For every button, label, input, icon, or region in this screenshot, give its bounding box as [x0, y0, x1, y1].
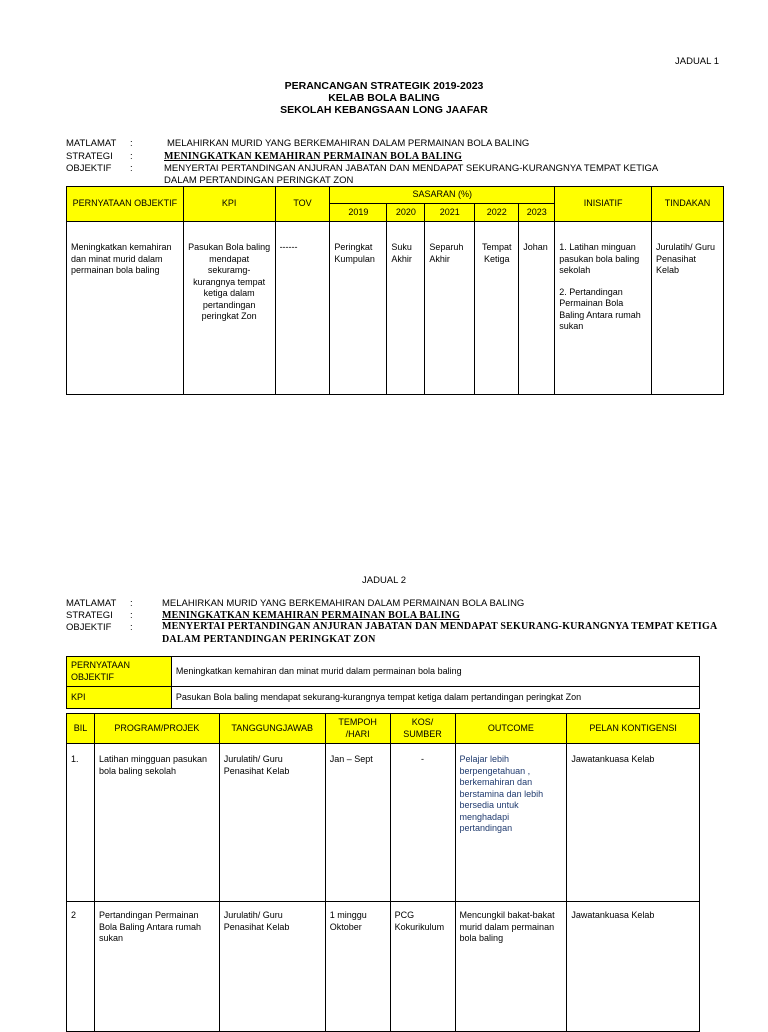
cell-inisiatif [555, 222, 652, 395]
row-1-tempoh: Jan – Sept [325, 744, 390, 902]
row-2-pelan: Jawatankuasa Kelab [567, 902, 700, 1032]
j2-objektif-colon: : [130, 622, 133, 633]
j1-strategi-value: MENINGKATKAN KEMAHIRAN PERMAINAN BOLA BALING [164, 151, 463, 162]
cell-tindakan: Jurulatih/ Guru Penasihat Kelab [652, 222, 724, 395]
j2-objektif-line-2: DALAM PERTANDINGAN PERINGKAT ZON [162, 634, 376, 645]
summary-kpi-label: KPI [67, 687, 172, 709]
header-tov: TOV [275, 187, 330, 222]
header-year-2021: 2021 [425, 203, 475, 222]
header-tindakan: TINDAKAN [652, 187, 724, 222]
row-2-outcome: Mencungkil bakat-bakat murid dalam permainan bola baling [455, 902, 567, 1032]
j1-objektif-line-2: DALAM PERTANDINGAN PERINGKAT ZON [164, 175, 354, 186]
j2-matlamat-colon: : [130, 598, 133, 609]
row-2-tempoh: 1 minggu Oktober [325, 902, 390, 1032]
cell-tov: ------ [275, 222, 330, 395]
j1-matlamat-colon: : [130, 138, 133, 149]
row-2-bil: 2 [67, 902, 95, 1032]
row-1-outcome: Pelajar lebih berpengetahuan , berkemahiran dan berstamina dan lebih bersedia untuk menghadapi pertandingan [455, 744, 567, 902]
strategic-table [66, 186, 724, 395]
table-row [67, 744, 700, 902]
cell-target-2021: Separuh Akhir [425, 222, 475, 395]
jadual-1-label: JADUAL 1 [675, 56, 719, 67]
row-1-program: Latihan mingguan pasukan bola baling sekolah [94, 744, 219, 902]
row-1-tanggungjawab: Jurulatih/ Guru Penasihat Kelab [219, 744, 325, 902]
j1-strategi-label: STRATEGI [66, 151, 113, 162]
j2-strategi-label: STRATEGI [66, 610, 113, 621]
row-2-program: Pertandingan Permainan Bola Baling Antara rumah sukan [94, 902, 219, 1032]
cell-target-2019: Peringkat Kumpulan [330, 222, 387, 395]
header-pelan-kontigensi: PELAN KONTIGENSI [567, 714, 700, 744]
j2-objektif-label: OBJEKTIF [66, 622, 112, 633]
j1-objektif-line-1: MENYERTAI PERTANDINGAN ANJURAN JABATAN DAN MENDAPAT SEKURANG-KURANGNYA TEMPAT KETIGA [164, 163, 659, 174]
cell-pernyataan: Meningkatkan kemahiran dan minat murid dalam permainan bola baling [67, 222, 184, 395]
title-line-2: KELAB BOLA BALING [328, 92, 440, 104]
header-tanggungjawab: TANGGUNGJAWAB [219, 714, 325, 744]
header-year-2019: 2019 [330, 203, 387, 222]
header-tempoh: TEMPOH /HARI [325, 714, 390, 744]
header-sasaran: SASARAN (%) [330, 187, 555, 204]
document-title [0, 80, 768, 116]
header-year-2020: 2020 [387, 203, 425, 222]
header-outcome: OUTCOME [455, 714, 567, 744]
row-1-kos: - [390, 744, 455, 902]
j2-matlamat-value: MELAHIRKAN MURID YANG BERKEMAHIRAN DALAM PERMAINAN BOLA BALING [162, 598, 525, 609]
summary-pernyataan-value: Meningkatkan kemahiran dan minat murid dalam permainan bola baling [171, 657, 699, 687]
cell-kpi: Pasukan Bola baling mendapat sekuramg-kurangnya tempat ketiga dalam pertandingan peringkat Zon [183, 222, 275, 395]
table-row [67, 902, 700, 1032]
j2-strategi-value: MENINGKATKAN KEMAHIRAN PERMAINAN BOLA BALING [162, 610, 461, 621]
j1-objektif-label: OBJEKTIF [66, 163, 112, 174]
title-line-3: SEKOLAH KEBANGSAAN LONG JAAFAR [280, 104, 488, 116]
j2-matlamat-label: MATLAMAT [66, 598, 117, 609]
row-2-tanggungjawab: Jurulatih/ Guru Penasihat Kelab [219, 902, 325, 1032]
header-pernyataan-objektif: PERNYATAAN OBJEKTIF [67, 187, 184, 222]
header-kpi: KPI [183, 187, 275, 222]
summary-kpi-value: Pasukan Bola baling mendapat sekurang-kurangnya tempat ketiga dalam pertandingan peringkat Zon [171, 687, 699, 709]
row-2-kos: PCG Kokurikulum [390, 902, 455, 1032]
header-year-2022: 2022 [475, 203, 519, 222]
header-program: PROGRAM/PROJEK [94, 714, 219, 744]
jadual-2-label: JADUAL 2 [362, 575, 406, 586]
title-line-1: PERANCANGAN STRATEGIK 2019-2023 [284, 80, 484, 92]
program-table [66, 713, 700, 1032]
cell-target-2022: Tempat Ketiga [475, 222, 519, 395]
j2-objektif-line-1: MENYERTAI PERTANDINGAN ANJURAN JABATAN DAN MENDAPAT SEKURANG-KURANGNYA TEMPAT KETIGA [162, 621, 718, 632]
row-1-pelan: Jawatankuasa Kelab [567, 744, 700, 902]
inisiatif-item-1: 1. Latihan minguan pasukan bola baling sekolah [559, 242, 640, 275]
j1-strategi-colon: : [130, 151, 133, 162]
summary-table [66, 656, 700, 709]
j1-matlamat-value: MELAHIRKAN MURID YANG BERKEMAHIRAN DALAM PERMAINAN BOLA BALING [167, 138, 530, 149]
j1-objektif-colon: : [130, 163, 133, 174]
cell-target-2020: Suku Akhir [387, 222, 425, 395]
header-bil: BIL [67, 714, 95, 744]
cell-target-2023: Johan [519, 222, 555, 395]
header-kos: KOS/ SUMBER [390, 714, 455, 744]
j1-matlamat-label: MATLAMAT [66, 138, 117, 149]
header-year-2023: 2023 [519, 203, 555, 222]
summary-pernyataan-label: PERNYATAAN OBJEKTIF [67, 657, 172, 687]
j2-strategi-colon: : [130, 610, 133, 621]
header-inisiatif: INISIATIF [555, 187, 652, 222]
row-1-bil: 1. [67, 744, 95, 902]
inisiatif-item-2: 2. Pertandingan Permainan Bola Baling Antara rumah sukan [559, 286, 641, 331]
